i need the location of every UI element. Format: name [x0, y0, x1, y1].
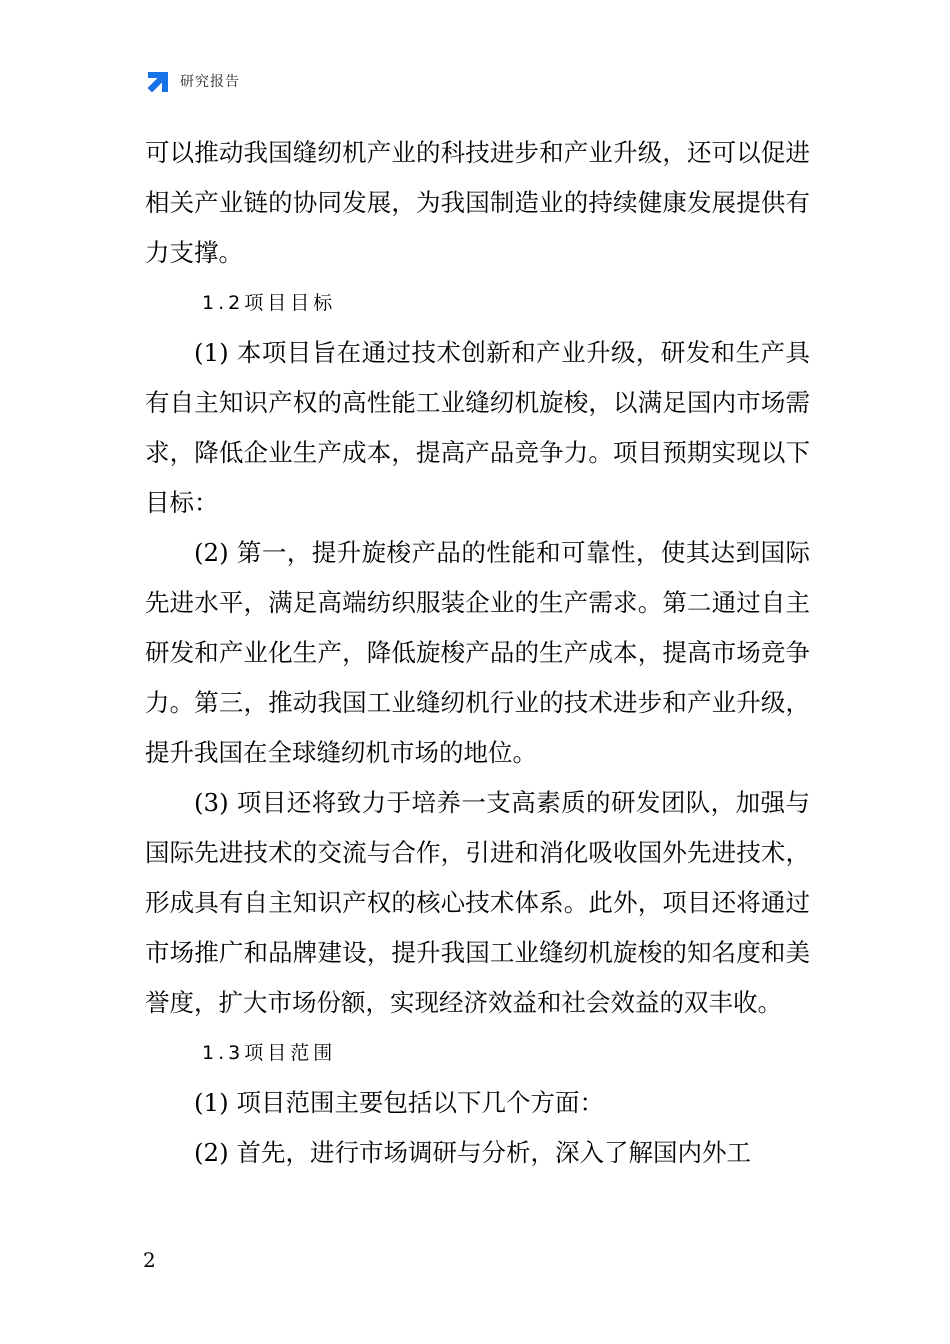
section-heading-1-3: 1.3项目范围	[202, 1042, 337, 1064]
paragraph-scope-2: (2) 首先，进行市场调研与分析，深入了解国内外工	[194, 1138, 751, 1167]
paragraph-continuation: 可以推动我国缝纫机产业的科技进步和产业升级，还可以促进相关产业链的协同发展，为我国制造业的持续健康发展提供有力支撑。	[145, 138, 810, 267]
page-header	[145, 68, 240, 96]
section-heading-1-2: 1.2项目目标	[202, 292, 337, 314]
paragraph-scope-1: (1) 项目范围主要包括以下几个方面：	[194, 1088, 604, 1117]
paragraph-goal-1: (1) 本项目旨在通过技术创新和产业升级，研发和生产具有自主知识产权的高性能工业缝纫机旋梭，以满足国内市场需求，降低企业生产成本，提高产品竞争力。项目预期实现以下目标：	[145, 338, 810, 517]
header-title: 研究报告	[180, 74, 240, 90]
paragraph-goal-2: (2) 第一，提升旋梭产品的性能和可靠性，使其达到国际先进水平，满足高端纺织服装企业的生产需求。第二通过自主研发和产业化生产，降低旋梭产品的生产成本，提高市场竞争力。第三，推动我国工业缝纫机行业的技术进步和产业升级，提升我国在全球缝纫机市场的地位。	[145, 538, 810, 767]
arrow-up-right-icon	[145, 69, 171, 95]
paragraph-goal-3: (3) 项目还将致力于培养一支高素质的研发团队，加强与国际先进技术的交流与合作，引进和消化吸收国外先进技术，形成具有自主知识产权的核心技术体系。此外，项目还将通过市场推广和品牌建设，提升我国工业缝纫机旋梭的知名度和美誉度，扩大市场份额，实现经济效益和社会效益的双丰收。	[145, 788, 810, 1017]
document-body	[145, 128, 810, 1178]
page-number: 2	[143, 1248, 156, 1272]
